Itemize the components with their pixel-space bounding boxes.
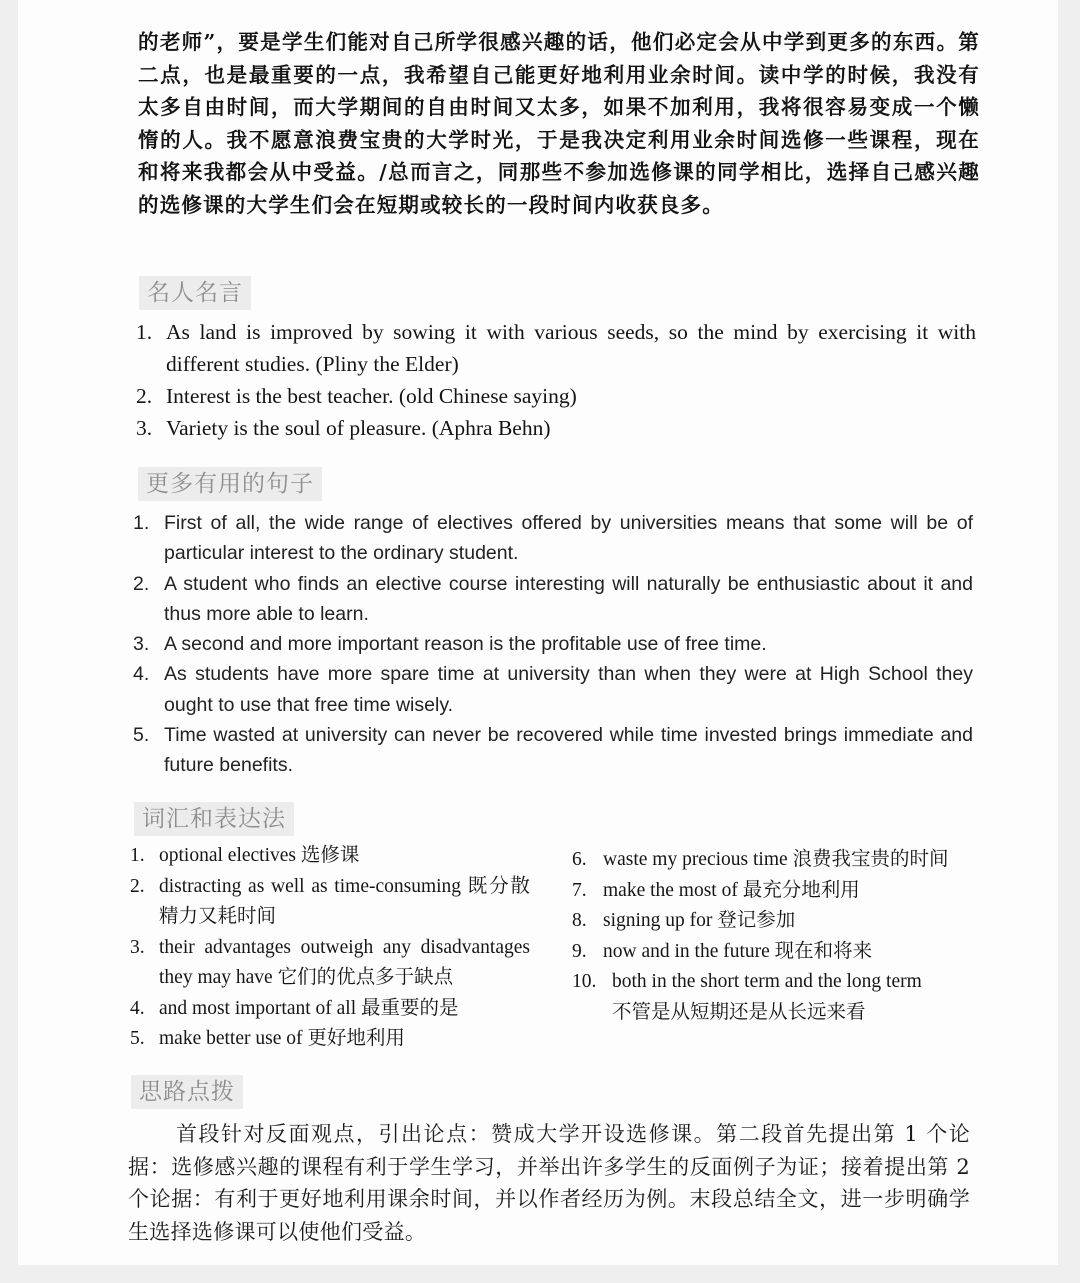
vocab-number: 6. [572, 849, 587, 870]
quote-item [136, 412, 976, 444]
vocab-item [572, 906, 972, 937]
vocab-text: waste my precious time 浪费我宝贵的时间 [603, 849, 949, 870]
sentence-text: Time wasted at university can never be recovered while time invested brings immediate and future benefits. [164, 724, 973, 777]
quote-text: As land is improved by sowing it with various seeds, so the mind by exercising it with different studies. (Pliny the Elder) [166, 320, 976, 376]
vocab-text: optional electives 选修课 [159, 845, 360, 866]
vocab-item [572, 967, 972, 1028]
vocabulary-list-left [130, 841, 530, 1055]
vocab-text: now and in the future 现在和将来 [603, 940, 873, 962]
vocab-number: 3. [130, 936, 145, 958]
sentence-text: First of all, the wide range of electives offered by universities means that some will be of particular interest to the ordinary student. [164, 512, 973, 565]
scan-border-right [1058, 0, 1080, 1283]
vocab-number: 4. [130, 997, 145, 1019]
sentence-number: 3. [133, 633, 150, 656]
quote-item [136, 316, 976, 380]
vocab-item [130, 994, 530, 1025]
sentence-item [133, 569, 973, 630]
vocab-number: 1. [130, 845, 145, 866]
vocab-number: 8. [572, 910, 587, 931]
vocab-item [572, 876, 972, 907]
vocab-text: distracting as well as time-consuming 既分散精力又耗时间 [159, 875, 530, 927]
sentence-text: As students have more spare time at university than when they were at High School they ought to use that free time wisely. [164, 663, 973, 716]
vocab-translation: 不管是从短期还是从长远来看 [612, 1001, 866, 1023]
sentence-number: 2. [133, 572, 150, 595]
vocab-text: and most important of all 最重要的是 [159, 997, 459, 1019]
quotes-heading: 名人名言 [139, 276, 251, 310]
vocab-item [572, 937, 972, 968]
quote-text: Variety is the soul of pleasure. (Aphra Behn) [166, 416, 551, 440]
sentences-heading: 更多有用的句子 [138, 467, 322, 501]
vocab-text: make better use of 更好地利用 [159, 1028, 405, 1049]
scan-border-bottom [0, 1265, 1080, 1283]
quote-number: 2. [136, 384, 153, 408]
analysis-heading: 思路点拨 [131, 1075, 243, 1109]
vocab-text: both in the short term and the long term [612, 971, 922, 992]
vocab-text: make the most of 最充分地利用 [603, 879, 860, 901]
sentence-number: 4. [133, 663, 150, 686]
sentence-text: A student who finds an elective course interesting will naturally be enthusiastic about it and thus more able to learn. [164, 572, 973, 625]
analysis-paragraph: 首段针对反面观点，引出论点：赞成大学开设选修课。第二段首先提出第 1 个论据：选修感兴趣的课程有利于学生学习，并举出许多学生的反面例子为证；接着提出第 2 个论据：有利于更好地利用课余时间，并以作者经历为例。末段总结全文，进一步明确学生选择选修课可以使他们受益。 [128, 1122, 970, 1244]
vocab-item [130, 933, 530, 994]
sentence-item [133, 508, 973, 569]
sentence-number: 5. [133, 724, 150, 747]
vocabulary-list-right [572, 845, 972, 1028]
vocab-text: signing up for 登记参加 [603, 910, 796, 931]
quotes-list [136, 316, 976, 444]
vocab-item [130, 1024, 530, 1055]
sentence-item [133, 629, 973, 659]
vocabulary-heading: 词汇和表达法 [134, 802, 294, 836]
scan-border-left [0, 0, 18, 1283]
quote-item [136, 380, 976, 412]
quote-text: Interest is the best teacher. (old Chinese saying) [166, 384, 577, 408]
sentence-number: 1. [133, 512, 150, 534]
vocab-item [572, 845, 972, 876]
quote-number: 3. [136, 416, 153, 440]
vocab-number: 5. [130, 1028, 145, 1049]
vocab-number: 9. [572, 940, 587, 962]
sentence-text: A second and more important reason is the profitable use of free time. [164, 633, 767, 656]
vocab-number: 2. [130, 875, 145, 897]
vocab-number: 10. [572, 971, 597, 992]
sentences-list [133, 508, 973, 781]
quote-number: 1. [136, 320, 153, 344]
vocab-text: their advantages outweigh any disadvantages they may have 它们的优点多于缺点 [159, 936, 530, 988]
vocab-item [130, 872, 530, 933]
intro-paragraph: 的老师”，要是学生们能对自己所学很感兴趣的话，他们必定会从中学到更多的东西。第二点，也是最重要的一点，我希望自己能更好地利用业余时间。读中学的时候，我没有太多自由时间，而大学期间的自由时间又太多，如果不加利用，我将很容易变成一个懒惰的人。我不愿意浪费宝贵的大学时光，于是我决定利用业余时间选修一些课程，现在和将来我都会从中受益。/总而言之，同那些不参加选修课的同学相比，选择自己感兴趣的选修课的大学生们会在短期或较长的一段时间内收获良多。 [138, 30, 980, 217]
sentence-item [133, 659, 973, 720]
vocab-number: 7. [572, 879, 587, 901]
vocab-item [130, 841, 530, 872]
sentence-item [133, 720, 973, 781]
